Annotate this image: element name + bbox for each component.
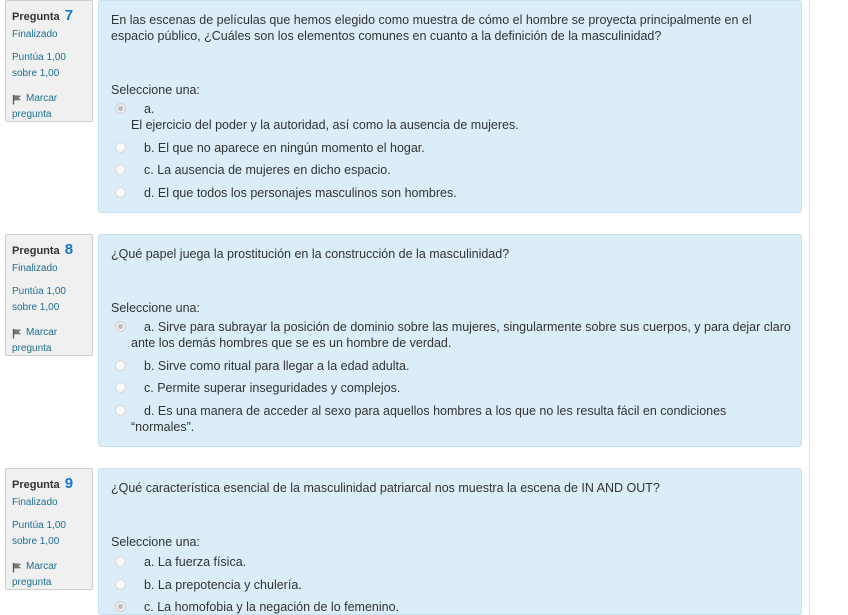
answer-label: d. El que todos los personajes masculinos son hombres. [144, 186, 457, 200]
grade-line-1: Puntúa 1,00 [12, 52, 66, 63]
question-number-value: 8 [64, 241, 74, 258]
flag-icon [12, 328, 23, 339]
answer-option-c[interactable] [111, 162, 791, 178]
grade-line-1: Puntúa 1,00 [12, 520, 66, 531]
grade-line-1: Puntúa 1,00 [12, 286, 66, 297]
question-text: ¿Qué papel juega la prostitución en la construcción de la masculinidad? [111, 247, 510, 261]
question-label: Pregunta [12, 245, 60, 257]
answer-label: a. La fuerza física. [144, 555, 247, 569]
flag-label-2[interactable]: pregunta [12, 343, 52, 354]
radio-button[interactable] [115, 601, 126, 612]
answer-label: b. La prepotencia y chulería. [144, 578, 302, 592]
radio-button[interactable] [115, 103, 126, 114]
answer-label: b. Sirve como ritual para llegar a la edad adulta. [144, 359, 410, 373]
answer-option-c[interactable] [111, 599, 791, 615]
question-number-value: 7 [64, 7, 74, 24]
answer-option-a[interactable] [111, 554, 791, 570]
radio-button[interactable] [115, 187, 126, 198]
answer-prompt: Seleccione una: [111, 301, 200, 315]
question-grade [12, 518, 86, 550]
answer-option-a[interactable] [111, 319, 791, 351]
flag-icon [12, 562, 23, 573]
question-info [5, 468, 93, 590]
answer-label: a. Sirve para subrayar la posición de dominio sobre las mujeres, singularmente sobre sus cuerpos, y para dejar claro ante los demás hombres que se es un hombre de verdad. [131, 320, 791, 350]
question-label: Pregunta [12, 11, 60, 23]
flag-icon [12, 94, 23, 105]
question-state: Finalizado [12, 263, 58, 274]
radio-button[interactable] [115, 405, 126, 416]
radio-button[interactable] [115, 321, 126, 332]
question-text: ¿Qué característica esencial de la masculinidad patriarcal nos muestra la escena de IN AND OUT? [111, 481, 660, 495]
answer-option-d[interactable] [111, 185, 791, 201]
answer-label: a. [144, 102, 155, 116]
answer-option-a[interactable] [111, 101, 791, 117]
question-info [5, 0, 93, 122]
question-number-value: 9 [64, 475, 74, 492]
answer-option-b[interactable] [111, 577, 791, 593]
flag-label-1[interactable]: Marcar [26, 327, 58, 338]
page-right-border [809, 0, 810, 615]
question-grade [12, 50, 86, 82]
radio-button[interactable] [115, 142, 126, 153]
question-number [12, 474, 86, 494]
radio-button[interactable] [115, 556, 126, 567]
question-number [12, 240, 86, 260]
answer-prompt: Seleccione una: [111, 83, 200, 97]
question-number [12, 6, 86, 26]
flag-label-2[interactable]: pregunta [12, 577, 52, 588]
answer-label: c. La homofobia y la negación de lo femenino. [144, 600, 400, 614]
grade-line-2: sobre 1,00 [12, 68, 60, 79]
answer-option-d[interactable] [111, 403, 791, 435]
question-content [98, 468, 802, 615]
answer-label: c. La ausencia de mujeres en dicho espacio. [144, 163, 391, 177]
answer-label: d. Es una manera de acceder al sexo para aquellos hombres a los que no les resulta fácil en condiciones “normales”. [131, 404, 727, 434]
answer-prompt: Seleccione una: [111, 535, 200, 549]
radio-button[interactable] [115, 579, 126, 590]
question-info [5, 234, 93, 356]
answer-option-c[interactable] [111, 380, 791, 396]
question-state: Finalizado [12, 497, 58, 508]
radio-button[interactable] [115, 382, 126, 393]
flag-label-2[interactable]: pregunta [12, 109, 52, 120]
answer-label: b. El que no aparece en ningún momento el hogar. [144, 141, 425, 155]
radio-button[interactable] [115, 164, 126, 175]
answer-option-b[interactable] [111, 140, 791, 156]
answer-option-a-text [111, 117, 791, 133]
answer-label: c. Permite superar inseguridades y complejos. [144, 381, 401, 395]
flag-question-button[interactable] [12, 91, 86, 123]
answer-label: El ejercicio del poder y la autoridad, así como la ausencia de mujeres. [131, 118, 519, 132]
radio-button[interactable] [115, 360, 126, 371]
grade-line-2: sobre 1,00 [12, 302, 60, 313]
question-state: Finalizado [12, 29, 58, 40]
question-text: En las escenas de películas que hemos elegido como muestra de cómo el hombre se proyecta principalmente en el espacio público, ¿Cuáles son los elementos comunes en cuanto a la definición de la masculinidad? [111, 13, 752, 43]
question-content [98, 234, 802, 447]
flag-question-button[interactable] [12, 559, 86, 591]
grade-line-2: sobre 1,00 [12, 536, 60, 547]
question-label: Pregunta [12, 479, 60, 491]
answer-option-b[interactable] [111, 358, 791, 374]
question-content [98, 0, 802, 213]
question-grade [12, 284, 86, 316]
flag-label-1[interactable]: Marcar [26, 561, 58, 572]
flag-label-1[interactable]: Marcar [26, 93, 58, 104]
flag-question-button[interactable] [12, 325, 86, 357]
